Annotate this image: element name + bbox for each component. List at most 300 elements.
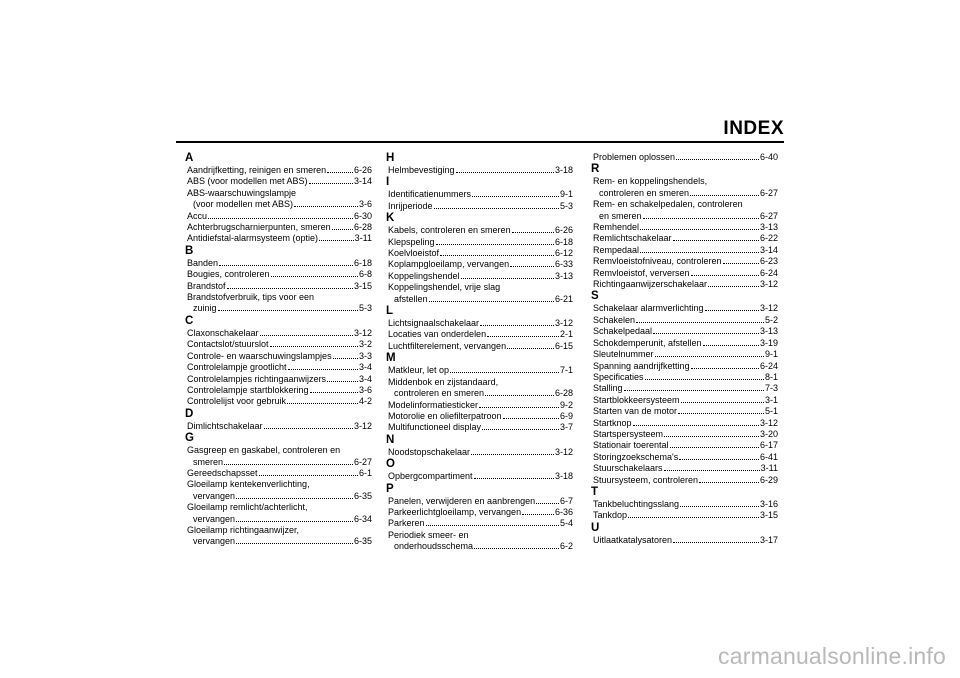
index-entry[interactable]: [386, 518, 573, 529]
index-entry[interactable]: [386, 201, 573, 212]
index-entry[interactable]: [386, 496, 573, 507]
index-entry[interactable]: [185, 362, 372, 373]
index-entry[interactable]: [591, 279, 778, 290]
entry-text: Schakelaar alarmverlichting: [593, 303, 704, 314]
entry-row: [388, 388, 573, 399]
entry-row: [593, 211, 778, 222]
entry-page: 3-12: [759, 417, 778, 428]
entry-text: Gloeilamp remlicht/achterlicht,: [187, 502, 308, 513]
index-entry[interactable]: [185, 281, 372, 292]
entry-page: 3-2: [358, 339, 372, 350]
section-letter: R: [591, 163, 600, 176]
entry-page: 9-1: [764, 349, 778, 360]
index-entry[interactable]: [185, 292, 372, 315]
index-section: [386, 176, 573, 212]
entry-text: Antidiefstal-alarmsysteem (optie): [187, 233, 319, 244]
dot-leader: [510, 259, 554, 267]
dot-leader: [673, 233, 759, 241]
entry-text: Tankdop: [593, 510, 628, 521]
dot-leader: [208, 211, 353, 219]
entry-text: Koplampgloeilamp, vervangen: [388, 259, 510, 270]
dot-leader: [633, 418, 759, 426]
entry-page: 3-15: [759, 510, 778, 521]
entry-page: 3-18: [554, 165, 573, 175]
entry-row: [388, 411, 573, 422]
index-entry[interactable]: [386, 165, 573, 176]
index-section: [185, 432, 372, 548]
index-entry[interactable]: [591, 510, 778, 521]
entry-text: Stuurschakelaars: [593, 463, 663, 474]
entry-page: 3-12: [759, 303, 778, 314]
entry-page: 6-24: [759, 360, 778, 371]
index-section: [185, 245, 372, 315]
dot-leader: [723, 256, 759, 264]
entry-text: Gereedschapsset: [187, 467, 258, 478]
entry-page: 6-41: [759, 451, 778, 462]
entry-text: Schakelpedaal: [593, 326, 653, 337]
entry-text: Rem- en koppelingshendels,: [593, 176, 708, 187]
entry-page: 3-17: [759, 534, 778, 545]
dot-leader: [679, 452, 759, 460]
entry-row: [187, 176, 372, 187]
entry-row: [187, 421, 372, 432]
entry-page: 3-13: [759, 326, 778, 337]
index-entry[interactable]: [591, 418, 778, 429]
dot-leader: [319, 233, 354, 241]
entry-text: Uitlaatkatalysatoren: [593, 534, 673, 545]
dot-leader: [708, 279, 759, 287]
index-entry[interactable]: [185, 328, 372, 339]
entry-text: Accu: [187, 210, 208, 221]
index-entry[interactable]: [386, 471, 573, 482]
entry-page: 6-30: [353, 210, 372, 221]
index-entry[interactable]: [591, 452, 778, 463]
entry-row: [593, 440, 778, 451]
entry-text: Klepspeling: [388, 236, 435, 247]
section-letter: U: [591, 521, 600, 534]
index-entry[interactable]: [591, 429, 778, 440]
index-entry[interactable]: [386, 422, 573, 433]
entry-text: Specificaties: [593, 371, 644, 382]
entry-row: [593, 535, 778, 546]
index-entry[interactable]: [591, 338, 778, 349]
index-section: [386, 305, 573, 352]
entry-row: [593, 268, 778, 279]
entry-text: zuinig: [193, 303, 217, 314]
dot-leader: [705, 303, 759, 311]
index-entry[interactable]: [386, 341, 573, 352]
entry-text: ABS (voor modellen met ABS): [187, 176, 308, 187]
entry-text: en smeren: [599, 210, 642, 221]
dot-leader: [691, 268, 759, 276]
entry-text: Stuursysteem, controleren: [593, 474, 699, 485]
section-letter: L: [386, 305, 394, 318]
entry-text: Gloeilamp kentekenverlichting,: [187, 479, 310, 490]
entry-page: 3-1: [764, 394, 778, 405]
entry-row: [388, 507, 573, 518]
index-section: [185, 408, 372, 432]
entry-text: Remvloeistof, verversen: [593, 267, 690, 278]
index-entry[interactable]: [591, 499, 778, 510]
index-entry[interactable]: [185, 468, 372, 479]
dot-leader: [327, 374, 358, 382]
section-letter: C: [185, 314, 194, 327]
dot-leader: [643, 211, 759, 219]
entry-page: 6-26: [353, 165, 372, 175]
entry-text: Identificatienummers: [388, 189, 472, 200]
index-entry[interactable]: [591, 395, 778, 406]
index-entry[interactable]: [386, 282, 573, 305]
index-section: [591, 290, 778, 486]
index-entry[interactable]: [386, 365, 573, 376]
dot-leader: [332, 222, 353, 230]
dot-leader: [426, 518, 559, 526]
index-section: [386, 458, 573, 482]
index-entry[interactable]: [591, 245, 778, 256]
dot-leader: [664, 429, 759, 437]
entry-page: 3-6: [358, 199, 372, 210]
dot-leader: [655, 349, 764, 357]
index-section: [185, 315, 372, 408]
entry-page: 6-33: [554, 259, 573, 270]
entry-page: 6-34: [353, 513, 372, 524]
index-entry[interactable]: [591, 199, 778, 222]
entry-text: Matkleur, let op: [388, 365, 450, 376]
dot-leader: [699, 475, 759, 483]
entry-page: 8-1: [764, 371, 778, 382]
dot-leader: [288, 362, 358, 370]
index-entry[interactable]: [185, 374, 372, 385]
index-entry[interactable]: [185, 445, 372, 468]
entry-page: 6-22: [759, 233, 778, 244]
entry-page: 6-26: [554, 225, 573, 236]
entry-row: [593, 245, 778, 256]
index-column-2: [386, 152, 573, 553]
dot-leader: [219, 258, 353, 266]
entry-row: [187, 222, 372, 233]
index-entry[interactable]: [185, 211, 372, 222]
index-entry[interactable]: [591, 303, 778, 314]
entry-page: 3-13: [759, 222, 778, 233]
entry-page: 6-35: [353, 536, 372, 547]
index-entry[interactable]: [591, 406, 778, 417]
dot-leader: [440, 248, 554, 256]
entry-page: 6-28: [554, 388, 573, 399]
index-column-3: [591, 152, 778, 546]
index-entry[interactable]: [591, 176, 778, 199]
index-entry[interactable]: [386, 400, 573, 411]
dot-leader: [310, 385, 358, 393]
entry-page: 3-3: [358, 350, 372, 361]
dot-leader: [482, 422, 559, 430]
entry-page: 3-14: [353, 176, 372, 187]
entry-text: Remvloeistofniveau, controleren: [593, 256, 722, 267]
entry-row: [593, 233, 778, 244]
entry-row: [593, 326, 778, 337]
entry-text: Remlichtschakelaar: [593, 233, 672, 244]
entry-row: [388, 365, 573, 376]
entry-row: [187, 468, 372, 479]
entry-text: Koppelingshendel: [388, 270, 460, 281]
index-entry[interactable]: [185, 385, 372, 396]
index-entry[interactable]: [386, 189, 573, 200]
dot-leader: [309, 176, 353, 184]
index-entry[interactable]: [185, 233, 372, 244]
section-letter: M: [386, 352, 396, 365]
entry-row: [187, 396, 372, 407]
index-entry[interactable]: [386, 411, 573, 422]
entry-page: 3-15: [353, 280, 372, 291]
index-entry[interactable]: [185, 269, 372, 280]
section-letter: N: [386, 433, 395, 446]
page-title: INDEX: [723, 118, 784, 139]
dot-leader: [624, 383, 764, 391]
entry-row: [388, 447, 573, 458]
index-entry[interactable]: [185, 525, 372, 548]
entry-page: 3-13: [554, 270, 573, 281]
entry-text: Kabels, controleren en smeren: [388, 225, 511, 236]
section-letter: P: [386, 482, 394, 495]
entry-text: Controlelampjes richtingaanwijzers: [187, 373, 327, 384]
index-entry[interactable]: [591, 383, 778, 394]
entry-page: 3-11: [760, 463, 778, 474]
entry-row: [187, 199, 372, 210]
entry-page: 6-29: [759, 474, 778, 485]
entry-row: [388, 541, 573, 552]
dot-leader: [227, 281, 353, 289]
entry-row: [388, 422, 573, 433]
index-entry[interactable]: [185, 502, 372, 525]
entry-page: 5-1: [764, 406, 778, 417]
entry-page: 6-40: [759, 152, 778, 162]
dot-leader: [436, 237, 554, 245]
index-entry[interactable]: [591, 475, 778, 486]
entry-row: [593, 429, 778, 440]
index-entry[interactable]: [185, 176, 372, 187]
dot-leader: [640, 222, 759, 230]
dot-leader: [503, 411, 559, 419]
dot-leader: [434, 201, 559, 209]
entry-page: 6-21: [554, 293, 573, 304]
dot-leader: [472, 189, 559, 197]
index-column-1: [185, 152, 372, 548]
index-entry[interactable]: [386, 447, 573, 458]
index-entry[interactable]: [386, 237, 573, 248]
index-entry[interactable]: [591, 440, 778, 451]
dot-leader: [294, 199, 358, 207]
dot-leader: [271, 269, 358, 277]
entry-page: 6-7: [559, 495, 573, 506]
section-letter: B: [185, 244, 194, 257]
index-entry[interactable]: [386, 530, 573, 553]
entry-row: [593, 452, 778, 463]
dot-leader: [270, 339, 358, 347]
index-entry[interactable]: [386, 507, 573, 518]
dot-leader: [333, 351, 358, 359]
entry-row: [388, 165, 573, 176]
entry-row: [187, 491, 372, 502]
entry-row: [187, 258, 372, 269]
entry-row: [388, 225, 573, 236]
entry-page: 6-28: [353, 222, 372, 233]
dot-leader: [264, 421, 353, 429]
index-entry[interactable]: [185, 351, 372, 362]
entry-text: Sleutelnummer: [593, 349, 654, 360]
section-letter: O: [386, 458, 395, 471]
index-entry[interactable]: [386, 271, 573, 282]
section-letter: K: [386, 212, 395, 225]
entry-page: 6-18: [554, 236, 573, 247]
entry-row: [388, 294, 573, 305]
entry-row: [388, 400, 573, 411]
entry-text: Controlelijst voor gebruik: [187, 396, 287, 407]
index-entry[interactable]: [591, 326, 778, 337]
entry-page: 3-12: [554, 318, 573, 329]
index-entry[interactable]: [386, 259, 573, 270]
index-entry[interactable]: [185, 222, 372, 233]
index-entry[interactable]: [591, 268, 778, 279]
entry-text: Parkeren: [388, 518, 425, 529]
entry-text: smeren: [193, 456, 224, 467]
entry-text: Storingzoekschema's: [593, 451, 679, 462]
entry-page: 6-35: [353, 490, 372, 501]
entry-page: 9-1: [559, 189, 573, 200]
index-entry[interactable]: [591, 535, 778, 546]
footer: [0, 638, 960, 678]
entry-text: Gasgreep en gaskabel, controleren en: [187, 445, 341, 456]
index-entry[interactable]: [185, 396, 372, 407]
entry-page: 3-18: [554, 471, 573, 482]
entry-text: Noodstopschakelaar: [388, 446, 471, 457]
entry-row: [593, 361, 778, 372]
index-entry[interactable]: [591, 222, 778, 233]
entry-page: 6-8: [358, 269, 372, 280]
entry-row: [187, 514, 372, 525]
index-entry[interactable]: [185, 479, 372, 502]
section-letter: I: [386, 176, 390, 189]
entry-row: [388, 201, 573, 212]
entry-text: onderhoudsschema: [394, 541, 474, 552]
index-entry[interactable]: [591, 349, 778, 360]
entry-text: Brandstof: [187, 280, 226, 291]
entry-text: Panelen, verwijderen en aanbrengen: [388, 495, 536, 506]
section-letter: A: [185, 152, 194, 164]
dot-leader: [680, 499, 759, 507]
index-section: [386, 212, 573, 305]
index-entry[interactable]: [386, 318, 573, 329]
entry-text: Inrijperiode: [388, 200, 433, 211]
dot-leader: [456, 165, 554, 173]
index-entry[interactable]: [591, 361, 778, 372]
entry-row: [187, 374, 372, 385]
dot-leader: [236, 491, 353, 499]
dot-leader: [480, 318, 554, 326]
dot-leader: [236, 536, 353, 544]
entry-text: afstellen: [394, 293, 428, 304]
entry-text: Opbergcompartiment: [388, 471, 473, 482]
dot-leader: [224, 457, 353, 465]
index-section: [591, 152, 778, 163]
entry-page: 3-12: [353, 327, 372, 338]
index-section: [185, 152, 372, 245]
index-entry[interactable]: [591, 256, 778, 267]
index-entry[interactable]: [185, 339, 372, 350]
dot-leader: [664, 463, 760, 471]
entry-text: Dimlichtschakelaar: [187, 420, 263, 431]
entry-page: 3-16: [759, 498, 778, 509]
entry-page: 5-3: [358, 303, 372, 314]
index-entry[interactable]: [185, 165, 372, 176]
index-entry[interactable]: [591, 233, 778, 244]
entry-row: [187, 211, 372, 222]
entry-text: Luchtfilterelement, vervangen: [388, 340, 507, 351]
entry-row: [593, 383, 778, 394]
index-entry[interactable]: [386, 225, 573, 236]
dot-leader: [260, 328, 353, 336]
index-entry[interactable]: [185, 258, 372, 269]
entry-text: Middenbok en zijstandaard,: [388, 376, 499, 387]
entry-text: Startspersysteem: [593, 428, 664, 439]
dot-leader: [653, 326, 759, 334]
entry-text: Schokdemperunit, afstellen: [593, 337, 702, 348]
dot-leader: [681, 395, 764, 403]
index-entry[interactable]: [386, 377, 573, 400]
entry-row: [593, 315, 778, 326]
entry-text: vervangen: [193, 490, 236, 501]
index-entry[interactable]: [185, 188, 372, 211]
index-entry[interactable]: [591, 463, 778, 474]
dot-leader: [471, 447, 554, 455]
entry-page: 6-27: [759, 187, 778, 198]
entry-text: vervangen: [193, 513, 236, 524]
dot-leader: [512, 225, 554, 233]
entry-text: Startknop: [593, 417, 632, 428]
index-entry[interactable]: [591, 152, 778, 163]
index-section: [591, 163, 778, 290]
entry-row: [593, 463, 778, 474]
entry-text: Problemen oplossen: [593, 152, 676, 162]
entry-row: [593, 349, 778, 360]
entry-row: [388, 341, 573, 352]
dot-leader: [690, 188, 759, 196]
entry-row: [593, 338, 778, 349]
dot-leader: [450, 365, 559, 373]
watermark-text: carmanualsonline.info: [718, 643, 946, 669]
entry-text: Controlelampje grootlicht: [187, 362, 287, 373]
dot-leader: [218, 303, 358, 311]
index-entry[interactable]: [386, 329, 573, 340]
entry-row: [187, 536, 372, 547]
entry-page: 6-2: [559, 541, 573, 552]
entry-text: ABS-waarschuwingslampje: [187, 187, 297, 198]
entry-page: 3-20: [759, 428, 778, 439]
entry-page: 6-17: [759, 440, 778, 451]
entry-row: [388, 318, 573, 329]
dot-leader: [474, 541, 559, 549]
entry-row: [388, 518, 573, 529]
entry-page: 7-1: [559, 365, 573, 376]
index-entry[interactable]: [591, 315, 778, 326]
index-section: [591, 486, 778, 522]
index-entry[interactable]: [591, 372, 778, 383]
index-entry[interactable]: [386, 248, 573, 259]
entry-page: 6-36: [554, 506, 573, 517]
entry-row: [187, 281, 372, 292]
entry-page: 3-4: [358, 373, 372, 384]
entry-page: 7-3: [764, 383, 778, 394]
index-entry[interactable]: [185, 421, 372, 432]
entry-row: [388, 271, 573, 282]
